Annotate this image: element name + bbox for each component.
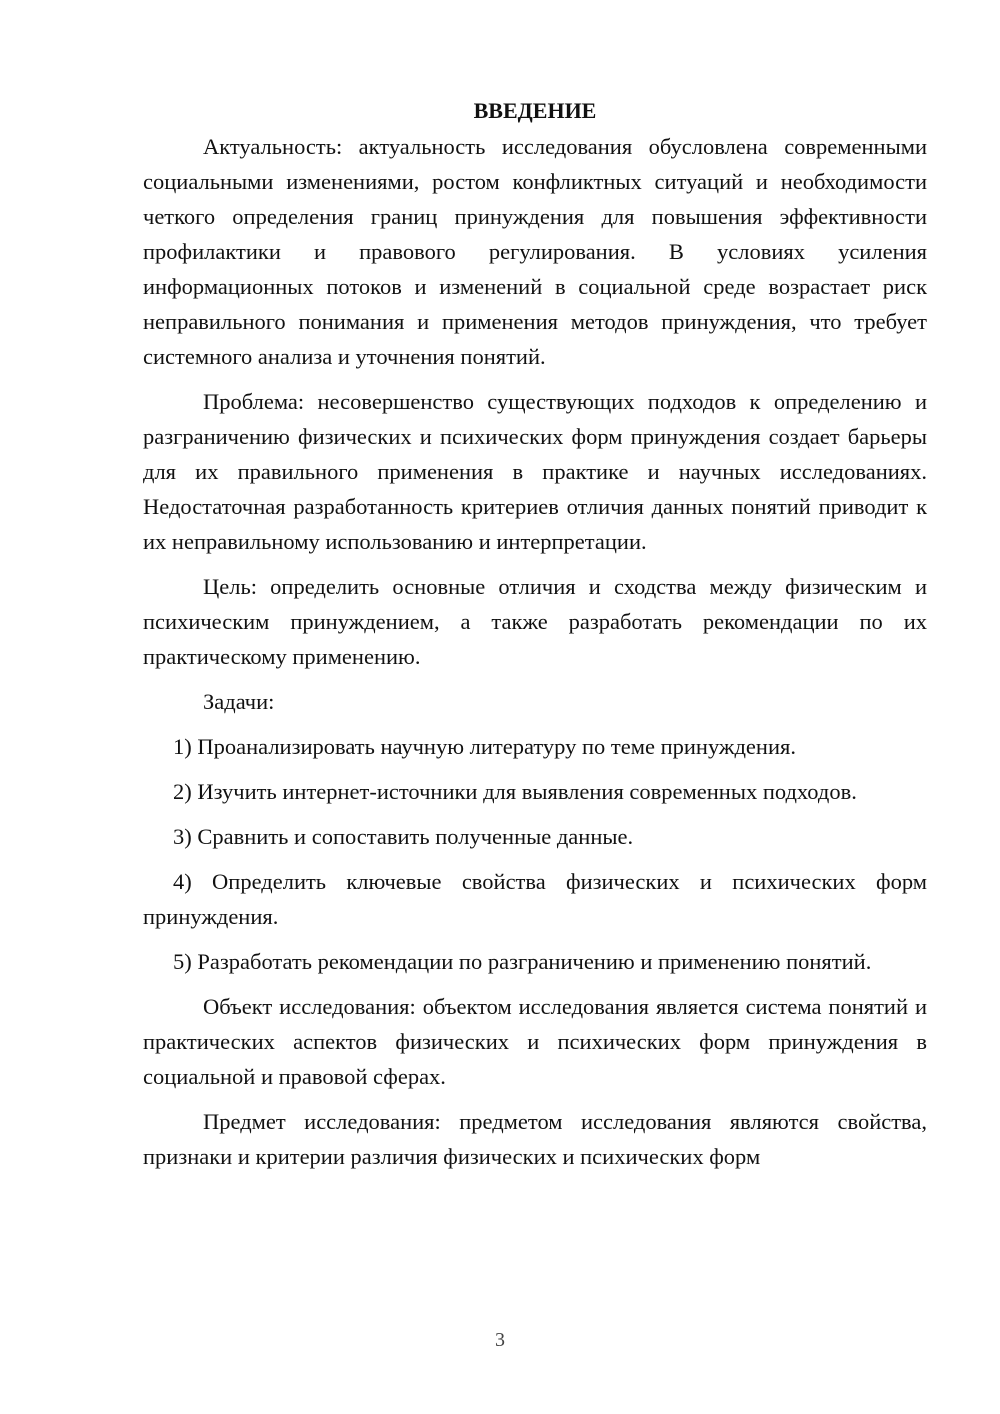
paragraph-subject: Предмет исследования: предметом исследования являются свойства, признаки и критерии различия физических и психических форм: [143, 1109, 927, 1169]
task-item-2: 2) Изучить интернет-источники для выявления современных подходов.: [173, 779, 857, 804]
task-item-3: 3) Сравнить и сопоставить полученные данные.: [173, 824, 634, 849]
page-content: [143, 93, 927, 1174]
paragraph-object: Объект исследования: объектом исследования является система понятий и практических аспектов физических и психических форм принуждения в социальной и правовой сферах.: [143, 994, 927, 1089]
tasks-label: Задачи:: [203, 689, 275, 714]
paragraph-goal: Цель: определить основные отличия и сходства между физическим и психическим принуждением, а также разработать рекомендации по их практическому применению.: [143, 574, 927, 669]
task-item-1: 1) Проанализировать научную литературу по теме принуждения.: [173, 734, 796, 759]
page-number: 3: [495, 1329, 505, 1351]
task-item-5: 5) Разработать рекомендации по разграничению и применению понятий.: [173, 949, 872, 974]
paragraph-relevance: Актуальность: актуальность исследования обусловлена современными социальными изменениями, ростом конфликтных ситуаций и необходимости четкого определения границ принуждения для повышения эффективности профилактики и правового регулирования. В условиях усиления информационных потоков и изменений в социальной среде возрастает риск неправильного понимания и применения методов принуждения, что требует системного анализа и уточнения понятий.: [143, 134, 927, 369]
section-heading: ВВЕДЕНИЕ: [473, 98, 597, 123]
task-item-4: 4) Определить ключевые свойства физических и психических форм принуждения.: [143, 869, 927, 929]
paragraph-problem: Проблема: несовершенство существующих подходов к определению и разграничению физических и психических форм принуждения создает барьеры для их правильного применения в практике и научных исследованиях. Недостаточная разработанность критериев отличия данных понятий приводит к их неправильному использованию и интерпретации.: [143, 389, 927, 554]
